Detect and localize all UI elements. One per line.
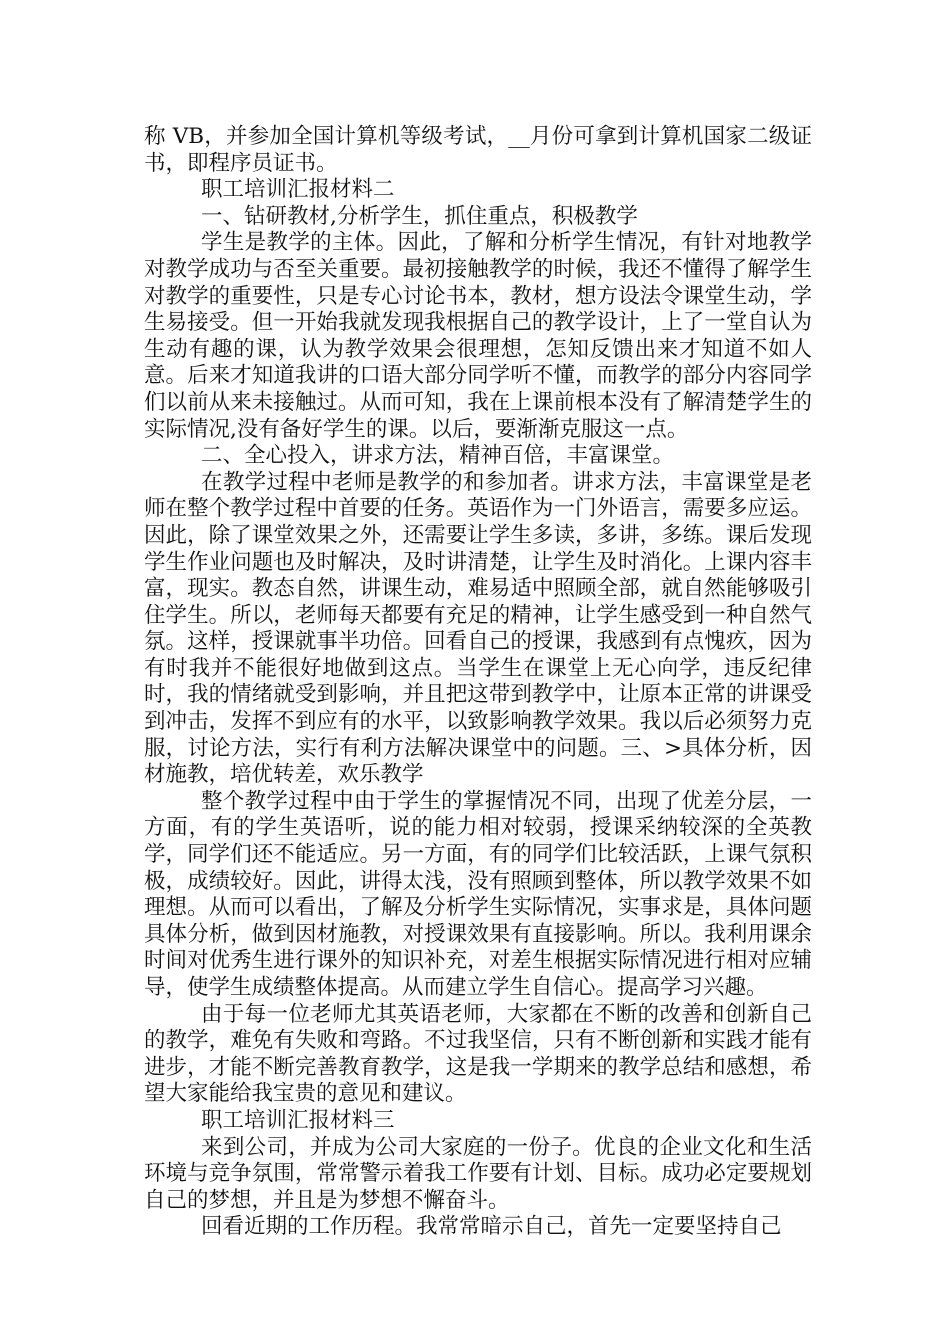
body-paragraph: 由于每一位老师尤其英语老师，大家都在不断的改善和创新自己的教学，难免有失败和弯路。不过我坚信，只有不断创新和实践才能有进步，才能不断完善教育教学，这是我一学期来的教学总结和感想，希望大家能给我宝贵的意见和建议。 (144, 1001, 812, 1107)
subheading-2: 二、全心投入，讲求方法，精神百倍，丰富课堂。 (201, 443, 675, 469)
paragraph-continuation: 称 VB，并参加全国计算机等级考试，__月份可拿到计算机国家二级证书，即程序员证书。 (144, 124, 812, 176)
subheading-1: 一、钻研教材,分析学生，抓住重点，积极教学 (201, 203, 638, 229)
body-paragraph: 回看近期的工作历程。我常常暗示自己，首先一定要坚持自己 (201, 1214, 782, 1240)
document-page (144, 124, 812, 1241)
body-paragraph: 整个教学过程中由于学生的掌握情况不同，出现了优差分层，一方面，有的学生英语听，说的能力相对较弱，授课采纳较深的全英教学，同学们还不能适应。另一方面，有的同学们比较活跃，上课气氛积极，成绩较好。因此，讲得太浅，没有照顾到整体，所以教学效果不如理想。从而可以看出，了解及分析学生实际情况，实事求是，具体问题具体分析，做到因材施教，对授课效果有直接影响。所以。我利用课余时间对优秀生进行课外的知识补充，对差生根据实际情况进行相对应辅导，使学生成绩整体提高。从而建立学生自信心。提高学习兴趣。 (144, 788, 812, 1000)
section-title-3: 职工培训汇报材料三 (201, 1107, 395, 1133)
body-paragraph: 在教学过程中老师是教学的和参加者。讲求方法，丰富课堂是老师在整个教学过程中首要的任务。英语作为一门外语言，需要多应运。因此，除了课堂效果之外，还需要让学生多读，多讲，多练。课后发现学生作业问题也及时解决，及时讲清楚，让学生及时消化。上课内容丰富，现实。教态自然，讲课生动，难易适中照顾全部，就自然能够吸引住学生。所以，老师每天都要有充足的精神，让学生感受到一种自然气氛。这样，授课就事半功倍。回看自己的授课，我感到有点愧疚，因为有时我并不能很好地做到这点。当学生在课堂上无心向学，违反纪律时，我的情绪就受到影响，并且把这带到教学中，让原本正常的讲课受到冲击，发挥不到应有的水平，以致影响教学效果。我以后必须努力克服，讨论方法，实行有利方法解决课堂中的问题。三、>具体分析，因材施教，培优转差，欢乐教学 (144, 469, 812, 788)
section-title-2: 职工培训汇报材料二 (201, 177, 395, 203)
body-paragraph: 来到公司，并成为公司大家庭的一份子。优良的企业文化和生活环境与竞争氛围，常常警示着我工作要有计划、目标。成功必定要规划自己的梦想，并且是为梦想不懈奋斗。 (144, 1134, 812, 1213)
body-paragraph: 学生是教学的主体。因此，了解和分析学生情况，有针对地教学对教学成功与否至关重要。最初接触教学的时候，我还不懂得了解学生对教学的重要性，只是专心讨论书本，教材，想方设法令课堂生动，学生易接受。但一开始我就发现我根据自己的教学设计，上了一堂自认为生动有趣的课，认为教学效果会很理想，怎知反馈出来才知道不如人意。后来才知道我讲的口语大部分同学听不懂，而教学的部分内容同学们以前从来未接触过。从而可知，我在上课前根本没有了解清楚学生的实际情况,没有备好学生的课。以后，要渐渐克服这一点。 (144, 230, 812, 442)
